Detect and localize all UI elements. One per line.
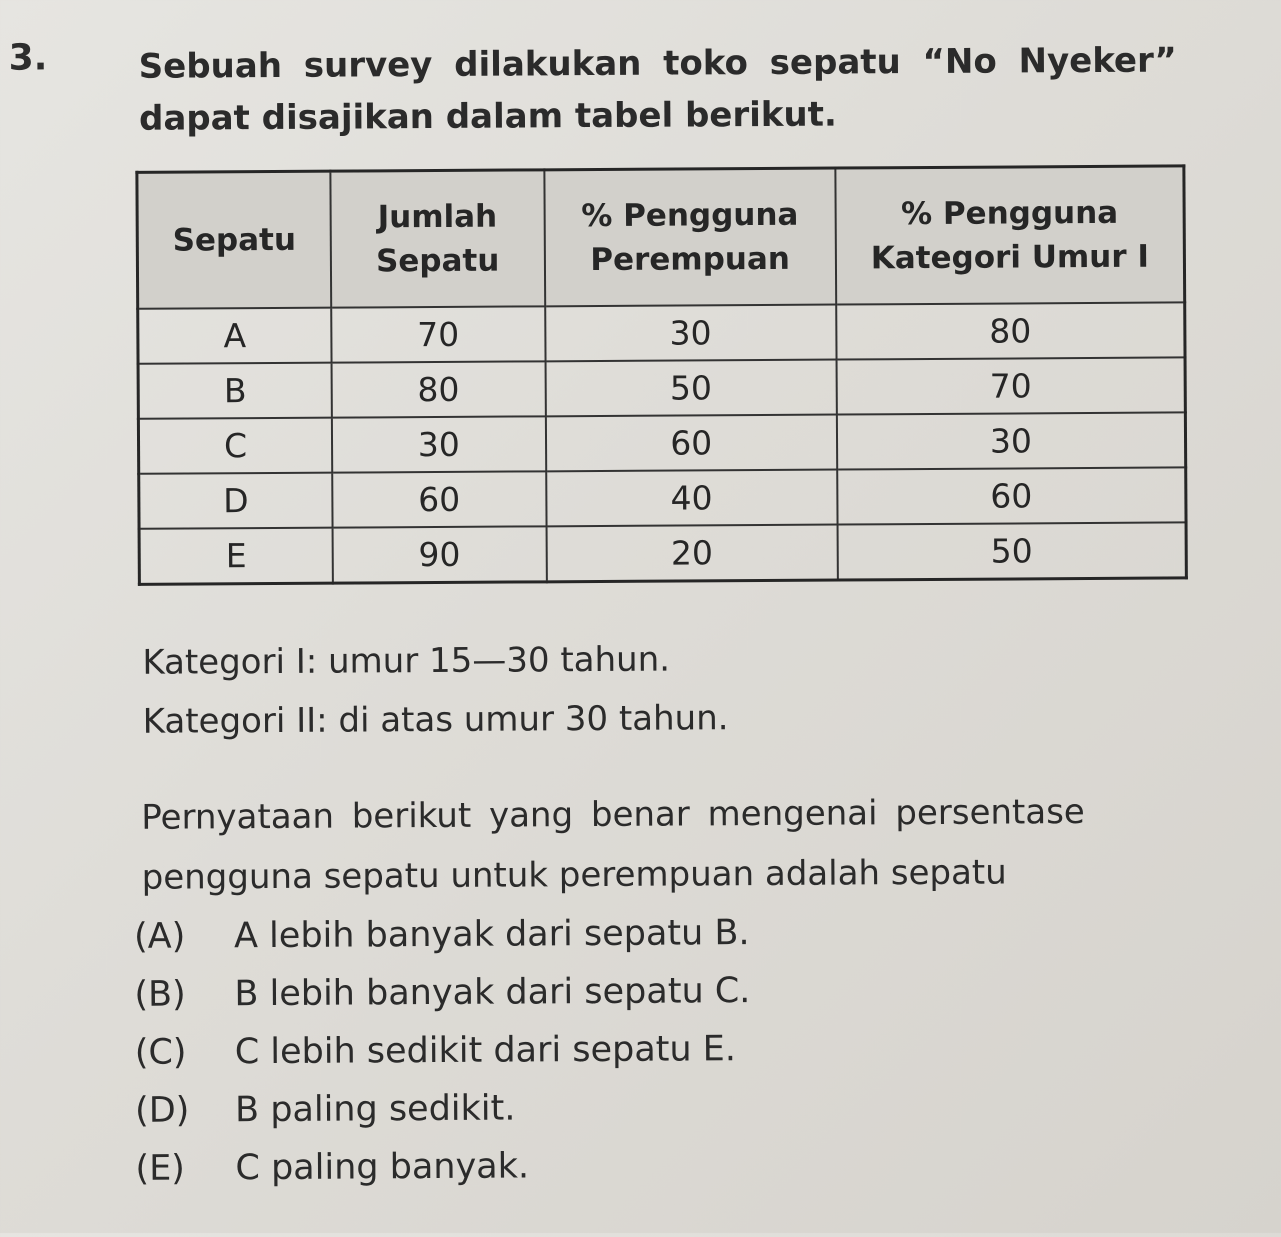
- cell-perempuan: 20: [546, 525, 838, 582]
- cell-sepatu: B: [138, 363, 332, 419]
- note-kategori-1: Kategori I: umur 15—30 tahun.: [142, 639, 671, 683]
- cell-kategori-umur: 80: [836, 302, 1185, 359]
- option-d: [135, 1078, 751, 1140]
- answer-options: [134, 904, 752, 1198]
- header-jumlah-sepatu: Jumlah Sepatu: [330, 170, 544, 308]
- note-kategori-2: Kategori II: di atas umur 30 tahun.: [142, 698, 729, 742]
- question-statement: [141, 781, 1212, 908]
- cell-jumlah: 60: [332, 471, 546, 527]
- cell-sepatu: A: [138, 308, 332, 364]
- question-number: 3.: [8, 37, 48, 79]
- cell-sepatu: E: [139, 528, 333, 585]
- table-row: [138, 357, 1185, 418]
- cell-jumlah: 30: [332, 416, 546, 472]
- option-a: [134, 904, 750, 966]
- cell-sepatu: D: [139, 473, 333, 529]
- option-e: [135, 1136, 751, 1198]
- cell-perempuan: 50: [545, 360, 837, 417]
- cell-kategori-umur: 70: [836, 357, 1185, 414]
- survey-table: [135, 164, 1188, 585]
- option-text: C lebih sedikit dari sepatu E.: [234, 1029, 737, 1073]
- option-letter: (D): [134, 1090, 190, 1131]
- header-sepatu: Sepatu: [137, 171, 331, 309]
- option-letter: (B): [134, 974, 186, 1015]
- cell-kategori-umur: 30: [837, 412, 1186, 469]
- table-row: [138, 302, 1185, 363]
- cell-perempuan: 30: [545, 305, 837, 362]
- option-text: A lebih banyak dari sepatu B.: [233, 913, 750, 957]
- option-letter: (C): [134, 1032, 187, 1073]
- cell-jumlah: 90: [333, 526, 547, 583]
- option-letter: (A): [133, 916, 186, 957]
- statement-line-1: Pernyataan berikut yang benar mengenai persentase: [141, 792, 1085, 838]
- cell-jumlah: 80: [332, 361, 546, 417]
- header-pengguna-kategori-umur: % Pengguna Kategori Umur I: [835, 166, 1184, 305]
- cell-kategori-umur: 60: [837, 467, 1186, 524]
- intro-line-2: dapat disajikan dalam tabel berikut.: [138, 94, 837, 139]
- cell-jumlah: 70: [331, 306, 545, 362]
- option-c: [135, 1020, 751, 1082]
- cell-kategori-umur: 50: [837, 522, 1186, 580]
- table-row: [139, 467, 1186, 528]
- question-intro: [139, 34, 1220, 145]
- option-text: C paling banyak.: [235, 1146, 530, 1189]
- table-row: [138, 412, 1185, 473]
- cell-sepatu: C: [138, 418, 332, 474]
- header-pengguna-perempuan: % Pengguna Perempuan: [544, 168, 836, 306]
- option-b: [134, 962, 750, 1024]
- statement-line-2: pengguna sepatu untuk perempuan adalah sepatu: [141, 852, 1007, 898]
- option-text: B lebih banyak dari sepatu C.: [234, 971, 751, 1015]
- table-row: [139, 522, 1186, 584]
- table-header-row: [137, 166, 1185, 309]
- option-text: B paling sedikit.: [234, 1088, 516, 1131]
- cell-perempuan: 60: [545, 415, 837, 472]
- cell-perempuan: 40: [546, 470, 838, 527]
- intro-line-1: Sebuah survey dilakukan toko sepatu “No Nyeker”: [138, 40, 1177, 87]
- option-letter: (E): [135, 1148, 186, 1189]
